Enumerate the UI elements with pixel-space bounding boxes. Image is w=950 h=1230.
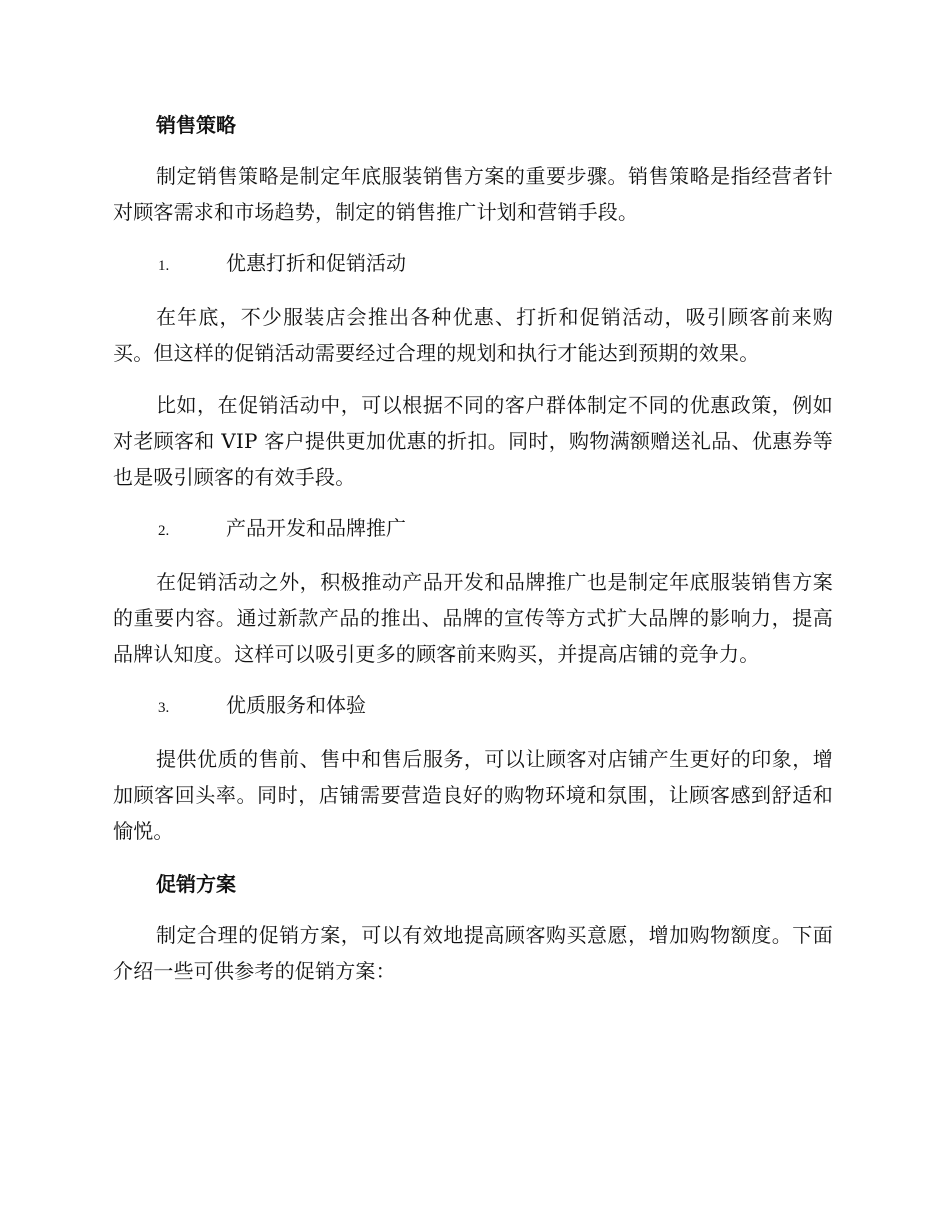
list-item-title: 产品开发和品牌推广: [226, 516, 406, 540]
section-heading-promotion-plan: 促销方案: [156, 872, 236, 896]
paragraph-product-brand: 在促销活动之外，积极推动产品开发和品牌推广也是制定年底服装销售方案的重要内容。通过新款产品的推出、品牌的宣传等方式扩大品牌的影响力，提高品牌认知度。这样可以吸引更多的顾客前来购买，并提高店铺的竞争力。: [113, 570, 833, 666]
list-number: 3.: [158, 700, 170, 716]
list-item-title: 优质服务和体验: [226, 693, 366, 717]
list-item-service: [113, 688, 833, 725]
document-body: [113, 108, 833, 1005]
paragraph-discounts-2: 比如，在促销活动中，可以根据不同的客户群体制定不同的优惠政策，例如对老顾客和 VIP 客户提供更加优惠的折扣。同时，购物满额赠送礼品、优惠券等也是吸引顾客的有效手段。: [113, 393, 833, 489]
list-item-discounts: [113, 246, 833, 283]
paragraph-promotion-plan-intro: 制定合理的促销方案，可以有效地提高顾客购买意愿，增加购物额度。下面介绍一些可供参考的促销方案：: [113, 923, 833, 983]
paragraph-sales-strategy-intro: 制定销售策略是制定年底服装销售方案的重要步骤。销售策略是指经营者针对顾客需求和市场趋势，制定的销售推广计划和营销手段。: [113, 164, 833, 224]
list-number: 1.: [158, 258, 170, 274]
list-item-product-brand: [113, 511, 833, 548]
list-number: 2.: [158, 523, 170, 539]
list-item-title: 优惠打折和促销活动: [226, 251, 406, 275]
paragraph-service: 提供优质的售前、售中和售后服务，可以让顾客对店铺产生更好的印象，增加顾客回头率。同时，店铺需要营造良好的购物环境和氛围，让顾客感到舒适和愉悦。: [113, 747, 833, 843]
paragraph-discounts-1: 在年底，不少服装店会推出各种优惠、打折和促销活动，吸引顾客前来购买。但这样的促销活动需要经过合理的规划和执行才能达到预期的效果。: [113, 305, 833, 365]
section-heading-sales-strategy: 销售策略: [156, 113, 236, 137]
